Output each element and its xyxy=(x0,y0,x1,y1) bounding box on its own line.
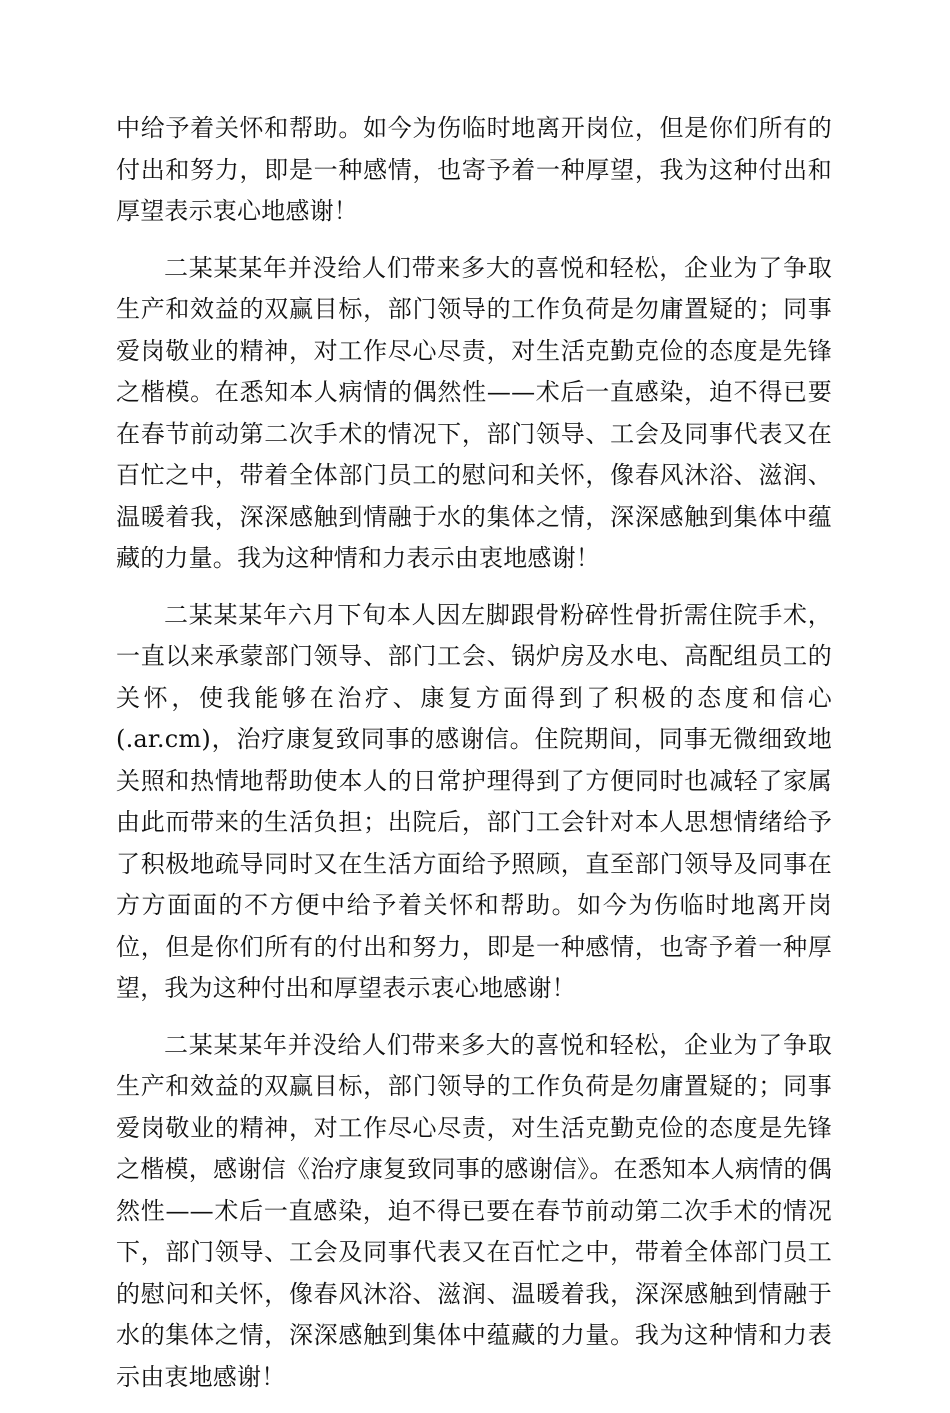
document-page xyxy=(116,108,832,1413)
paragraph-3: 二某某某年六月下旬本人因左脚跟骨粉碎性骨折需住院手术，一直以来承蒙部门领导、部门工会、锅炉房及水电、高配组员工的关怀，使我能够在治疗、康复方面得到了积极的态度和信心(.ar.cm)，治疗康复致同事的感谢信。住院期间，同事无微细致地关照和热情地帮助使本人的日常护理得到了方便同时也减轻了家属由此而带来的生活负担；出院后，部门工会针对本人思想情绪给予了积极地疏导同时又在生活方面给予照顾，直至部门领导及同事在方方面面的不方便中给予着关怀和帮助。如今为伤临时地离开岗位，但是你们所有的付出和努力，即是一种感情，也寄予着一种厚望，我为这种付出和厚望表示衷心地感谢！ xyxy=(116,600,832,1002)
paragraph-continuation: 中给予着关怀和帮助。如今为伤临时地离开岗位，但是你们所有的付出和努力，即是一种感情，也寄予着一种厚望，我为这种付出和厚望表示衷心地感谢！ xyxy=(116,114,832,225)
paragraph-2: 二某某某年并没给人们带来多大的喜悦和轻松，企业为了争取生产和效益的双赢目标，部门领导的工作负荷是勿庸置疑的；同事爱岗敬业的精神，对工作尽心尽责，对生活克勤克俭的态度是先锋之楷模。在悉知本人病情的偶然性——术后一直感染，迫不得已要在春节前动第二次手术的情况下，部门领导、工会及同事代表又在百忙之中，带着全体部门员工的慰问和关怀，像春风沐浴、滋润、温暖着我，深深感触到情融于水的集体之情，深深感触到集体中蕴藏的力量。我为这种情和力表示由衷地感谢！ xyxy=(116,253,832,572)
paragraph-4: 二某某某年并没给人们带来多大的喜悦和轻松，企业为了争取生产和效益的双赢目标，部门领导的工作负荷是勿庸置疑的；同事爱岗敬业的精神，对工作尽心尽责，对生活克勤克俭的态度是先锋之楷模，感谢信《治疗康复致同事的感谢信》。在悉知本人病情的偶然性——术后一直感染，迫不得已要在春节前动第二次手术的情况下，部门领导、工会及同事代表又在百忙之中，带着全体部门员工的慰问和关怀，像春风沐浴、滋润、温暖着我，深深感触到情融于水的集体之情，深深感触到集体中蕴藏的力量。我为这种情和力表示由衷地感谢！ xyxy=(116,1030,832,1391)
